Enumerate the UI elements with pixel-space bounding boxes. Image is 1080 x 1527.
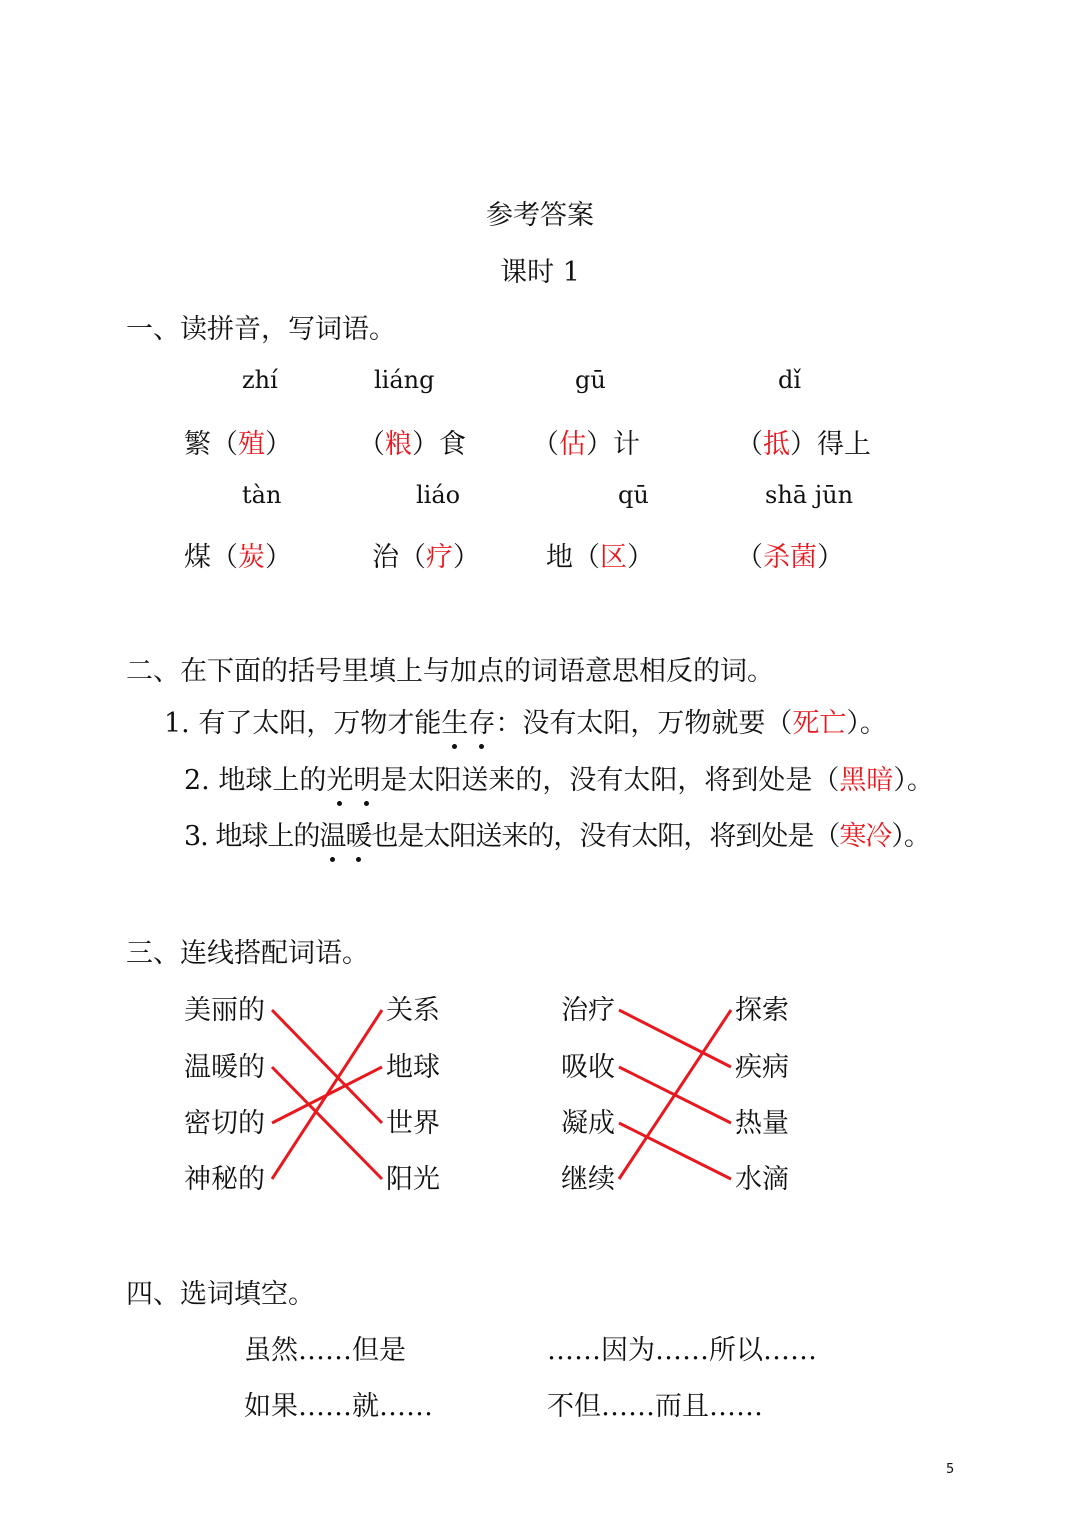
answer: 抵 (763, 429, 790, 460)
answer: 疗 (426, 542, 453, 573)
sentence-item: 1. 有了太阳，万物才能生存：没有太阳，万物就要（死亡）。 (164, 701, 887, 740)
match-line-groupB-0 (619, 1010, 731, 1067)
pinyin: liáng (374, 366, 435, 394)
word-answer: 地（区） (546, 542, 654, 573)
match-left-word: 吸收 (561, 1052, 615, 1083)
word-option: 如果……就…… (244, 1391, 433, 1422)
answer: 区 (600, 542, 627, 573)
word-option: 不但……而且…… (547, 1391, 763, 1422)
dotted-char: 温 (319, 814, 345, 853)
match-line-groupA-1 (272, 1067, 382, 1179)
pinyin: shā jūn (765, 481, 854, 509)
answer: 炭 (238, 542, 265, 573)
word-option: 虽然……但是 (244, 1335, 406, 1366)
match-line-groupB-3 (619, 1010, 731, 1179)
match-right-word: 水滴 (735, 1164, 789, 1195)
word-answer: （估）计 (532, 429, 640, 460)
word-answer: 煤（炭） (184, 542, 292, 573)
section1-heading: 一、读拼音，写词语。 (126, 314, 396, 345)
match-left-word: 治疗 (561, 995, 615, 1026)
word-answer: 治（疗） (372, 542, 480, 573)
word-answer: （抵）得上 (736, 429, 871, 460)
match-line-groupA-0 (272, 1010, 382, 1123)
match-right-word: 地球 (386, 1052, 440, 1083)
match-left-word: 继续 (561, 1164, 615, 1195)
section2-heading: 二、在下面的括号里填上与加点的词语意思相反的词。 (126, 656, 774, 687)
pinyin: gū (575, 366, 606, 394)
page-title: 参考答案 (486, 200, 594, 231)
match-right-word: 世界 (386, 1108, 440, 1139)
pinyin: tàn (242, 481, 282, 509)
dotted-char: 暖 (345, 814, 371, 853)
match-right-word: 探索 (735, 995, 789, 1026)
dotted-char: 明 (353, 758, 380, 797)
sentence-item: 3. 地球上的温暖也是太阳送来的，没有太阳，将到处是（寒冷）。 (184, 814, 930, 853)
match-left-word: 美丽的 (184, 995, 265, 1026)
match-right-word: 热量 (735, 1108, 789, 1139)
match-right-word: 疾病 (735, 1052, 789, 1083)
word-option: ……因为……所以…… (547, 1335, 817, 1366)
answer: 寒冷 (839, 821, 892, 852)
word-answer: （粮）食 (358, 429, 466, 460)
answer: 杀菌 (763, 542, 817, 573)
match-right-word: 关系 (386, 995, 440, 1026)
match-left-word: 密切的 (184, 1108, 265, 1139)
page-number: 5 (946, 1462, 955, 1477)
match-line-groupA-3 (272, 1010, 382, 1179)
match-left-word: 凝成 (561, 1108, 615, 1139)
pinyin: liáo (416, 481, 461, 509)
word-answer: 繁（殖） (184, 429, 292, 460)
pinyin: zhí (242, 366, 278, 394)
dotted-char: 生 (441, 701, 468, 740)
word-answer: （杀菌） (736, 542, 844, 573)
lesson-title: 课时 1 (500, 257, 580, 288)
answer: 估 (559, 429, 586, 460)
answer: 殖 (238, 429, 265, 460)
pinyin: qū (618, 481, 649, 509)
match-left-word: 神秘的 (184, 1164, 265, 1195)
sentence-item: 2. 地球上的光明是太阳送来的，没有太阳，将到处是（黑暗）。 (184, 758, 934, 797)
answer: 粮 (385, 429, 412, 460)
dotted-char: 存 (468, 701, 495, 740)
answer: 黑暗 (839, 765, 894, 796)
answer: 死亡 (792, 708, 847, 739)
section4-heading: 四、选词填空。 (126, 1279, 315, 1310)
match-right-word: 阳光 (386, 1164, 440, 1195)
match-left-word: 温暖的 (184, 1052, 265, 1083)
section3-heading: 三、连线搭配词语。 (126, 938, 369, 969)
dotted-char: 光 (326, 758, 353, 797)
pinyin: dǐ (778, 366, 802, 394)
